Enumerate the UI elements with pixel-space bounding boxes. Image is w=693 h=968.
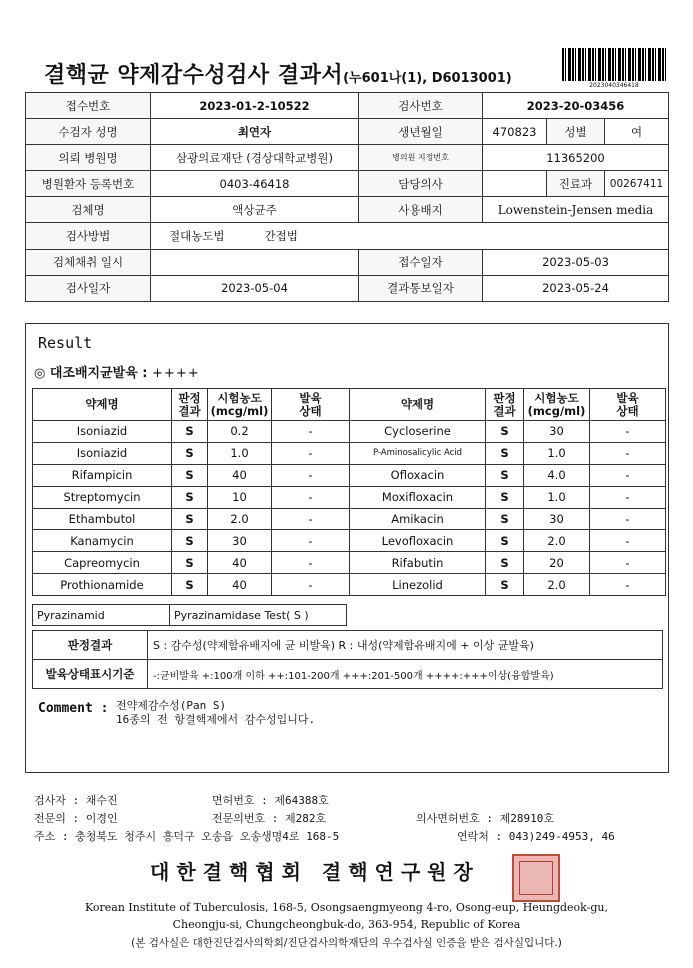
drug-conc: 20 [524,552,590,574]
drug-name: Levofloxacin [350,530,486,552]
drug-name: Moxifloxacin [350,486,486,508]
test-date: 2023-05-04 [151,275,359,301]
institute-address-line-1: Korean Institute of Tuberculosis, 168-5, Osongsaengmyeong 4-ro, Osong-eup, Heungdeok-gu, [84,901,608,914]
drug-rows [33,421,666,596]
dob-label: 생년월일 [359,119,483,145]
header-growth: 발육 상태 [590,389,666,421]
growth-criteria-label: 발육상태표시기준 [33,660,148,689]
drug-growth: - [590,421,666,443]
receipt-date: 2023-05-03 [483,249,669,275]
comment-label: Comment : [38,701,109,716]
control-growth [34,362,200,381]
drug-name: Capreomycin [33,552,172,574]
address: 주소 : 충청북도 청주시 흥덕구 오송읍 오송생명4로 168-5 [34,830,340,843]
drug-growth: - [590,530,666,552]
drug-result: S [486,421,524,443]
drug-name: Ofloxacin [350,464,486,486]
method-1: 절대농도법 [169,229,225,244]
drug-name: Kanamycin [33,530,172,552]
drug-growth: - [590,574,666,596]
drug-conc: 4.0 [524,464,590,486]
sex-label: 성별 [547,119,605,145]
legend-table [32,630,663,689]
drug-conc: 40 [208,574,272,596]
header-judgment: 판정 결과 [172,389,208,421]
drug-conc: 40 [208,552,272,574]
collection-date [151,249,359,275]
dept: 00267411 [605,171,669,197]
dob: 470823 [483,119,547,145]
drug-result: S [172,552,208,574]
table-row [33,421,666,443]
drug-name: Isoniazid [33,442,172,464]
drug-conc: 2.0 [524,574,590,596]
drug-table [32,388,666,596]
designated-no-label: 병의원 지정번호 [359,145,483,171]
patient-info-table [25,92,669,302]
drug-result: S [486,442,524,464]
drug-conc: 2.0 [208,508,272,530]
drug-conc: 10 [208,486,272,508]
test-no: 2023-20-03456 [483,93,669,119]
receipt-date-label: 접수일자 [359,249,483,275]
drug-growth: - [272,508,350,530]
report-date-label: 결과통보일자 [359,275,483,301]
patient-name: 최연자 [151,119,359,145]
control-value: ++++ [152,366,200,381]
drug-result: S [172,530,208,552]
receipt-no: 2023-01-2-10522 [151,93,359,119]
drug-growth: - [272,530,350,552]
comment-line-1: 전약제감수성(Pan S) [116,699,227,712]
license-no: 면허번호 : 제64388호 [212,794,329,807]
drug-growth: - [272,442,350,464]
judgment-text: S : 감수성(약제함유배지에 균 비발육) R : 내성(약제함유배지에 + 이상 균발육) [148,631,663,660]
drug-conc: 1.0 [524,486,590,508]
header-drug: 약제명 [33,389,172,421]
drug-result: S [172,421,208,443]
doctor-label: 담당의사 [359,171,483,197]
table-row [33,464,666,486]
drug-name: Isoniazid [33,421,172,443]
dept-label: 진료과 [547,171,605,197]
header-drug: 약제명 [350,389,486,421]
drug-growth: - [272,552,350,574]
patient-name-label: 수검자 성명 [26,119,151,145]
table-row [33,552,666,574]
drug-conc: 30 [524,508,590,530]
drug-growth: - [590,486,666,508]
contact: 연락처 : 043)249-4953, 46 [457,830,615,843]
result-heading: Result [38,334,93,352]
report-date: 2023-05-24 [483,275,669,301]
table-row [33,530,666,552]
drug-result: S [486,508,524,530]
drug-name: Rifampicin [33,464,172,486]
test-no-label: 검사번호 [359,93,483,119]
drug-growth: - [272,486,350,508]
drug-conc: 1.0 [208,442,272,464]
pyrazinamid-table [32,604,347,626]
drug-result: S [486,486,524,508]
institute-address-line-2: Cheongju-si, Chungcheongbuk-do, 363-954, Republic of Korea [172,918,521,931]
drug-conc: 30 [524,421,590,443]
drug-result: S [172,574,208,596]
test-date-label: 검사일자 [26,275,151,301]
drug-result: S [486,530,524,552]
drug-result: S [486,552,524,574]
specialist: 전문의 : 이경인 [34,812,118,825]
method-label: 검사방법 [26,223,151,249]
institute-address-en [24,899,669,933]
medium: Lowenstein-Jensen media [483,197,669,223]
growth-criteria-text: -:균비발육 +:100개 이하 ++:101-200개 +++:201-500개 ++++:+++이상(융합발육) [148,660,663,689]
drug-conc: 30 [208,530,272,552]
official-seal [512,854,560,902]
hospital: 삼광의료재단 (경상대학교병원) [151,145,359,171]
drug-growth: - [272,574,350,596]
drug-name: Prothionamide [33,574,172,596]
table-row [33,442,666,464]
drug-result: S [172,442,208,464]
drug-name: Linezolid [350,574,486,596]
drug-result: S [172,508,208,530]
header-conc: 시험농도 (mcg/ml) [524,389,590,421]
header-judgment: 판정 결과 [486,389,524,421]
drug-growth: - [590,508,666,530]
certification-note: (본 검사실은 대한진단검사의학회/진단검사의학재단의 우수검사실 인증을 받은 검사실입니다.) [131,937,562,949]
barcode-image [562,48,666,81]
drug-growth: - [272,421,350,443]
examiner: 검사자 : 채수진 [34,794,118,807]
drug-name: Amikacin [350,508,486,530]
table-row [33,574,666,596]
method-cell [151,223,669,249]
drug-growth: - [590,442,666,464]
collection-date-label: 검체채취 일시 [26,249,151,275]
comment-line-2: 16종의 전 항결핵제에서 감수성입니다. [116,713,316,726]
doctor-license-no: 의사면허번호 : 제28910호 [416,812,554,825]
drug-result: S [486,574,524,596]
header-conc: 시험농도 (mcg/ml) [208,389,272,421]
pza-label: Pyrazinamid [33,605,170,626]
drug-result: S [486,464,524,486]
report-title: 결핵균 약제감수성검사 결과서(누601나(1), D6013001) [44,63,512,88]
method-2: 간접법 [264,229,298,244]
drug-growth: - [590,464,666,486]
header-growth: 발육 상태 [272,389,350,421]
drug-name: P-Aminosalicylic Acid [350,442,486,464]
doctor [483,171,547,197]
reg-no-label: 병원환자 등록번호 [26,171,151,197]
drug-name: Ethambutol [33,508,172,530]
table-row [33,486,666,508]
form-code: (누601나(1), D6013001) [343,71,512,86]
specimen: 액상균주 [151,197,359,223]
drug-growth: - [590,552,666,574]
designated-no: 11365200 [483,145,669,171]
medium-label: 사용배지 [359,197,483,223]
specialist-no: 전문의번호 : 제282호 [212,812,327,825]
drug-growth: - [272,464,350,486]
drug-conc: 40 [208,464,272,486]
drug-name: Rifabutin [350,552,486,574]
drug-name: Cycloserine [350,421,486,443]
hospital-label: 의뢰 병원명 [26,145,151,171]
control-label: ◎ 대조배지균발육 : [34,366,148,381]
reg-no: 0403-46418 [151,171,359,197]
specimen-label: 검체명 [26,197,151,223]
institute-name-kr: 대한결핵협회 결핵연구원장 [150,860,480,884]
drug-conc: 2.0 [524,530,590,552]
judgment-label: 판정결과 [33,631,148,660]
drug-conc: 0.2 [208,421,272,443]
receipt-no-label: 접수번호 [26,93,151,119]
drug-result: S [172,464,208,486]
drug-result: S [172,486,208,508]
barcode-number: 2023040346418 [589,82,639,89]
sex: 여 [605,119,669,145]
comment-text [116,699,315,727]
drug-conc: 1.0 [524,442,590,464]
drug-name: Streptomycin [33,486,172,508]
pza-value: Pyrazinamidase Test( S ) [170,605,347,626]
table-row [33,508,666,530]
